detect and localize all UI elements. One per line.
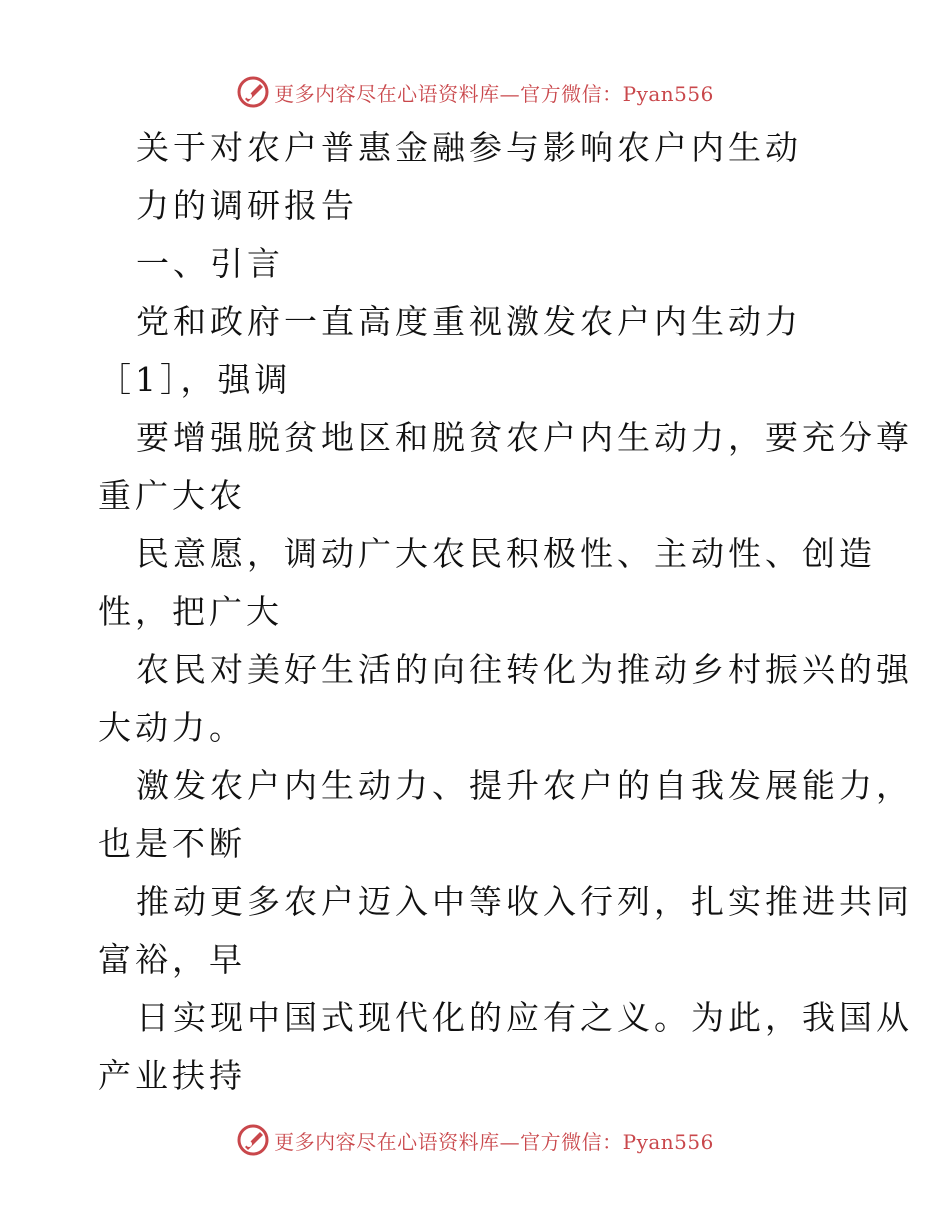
pen-circle-logo-icon: [236, 1123, 270, 1157]
paragraph-line: 激发农户内生动力、提升农户的自我发展能力，: [136, 766, 913, 805]
paragraph-line: 产业扶持: [98, 1056, 246, 1095]
paragraph-line: 民意愿，调动广大农民积极性、主动性、创造: [136, 534, 876, 573]
document-title-line-2: 力的调研报告: [136, 186, 358, 225]
watermark-text: 更多内容尽在心语资料库—官方微信：Pyan556: [274, 81, 714, 106]
paragraph-line: 要增强脱贫地区和脱贫农户内生动力，要充分尊: [136, 418, 913, 457]
paragraph-line: ［1］，强调: [98, 360, 292, 399]
paragraph-line: 推动更多农户迈入中等收入行列，扎实推进共同: [136, 882, 913, 921]
paragraph-line: 农民对美好生活的向往转化为推动乡村振兴的强: [136, 650, 913, 689]
pen-circle-logo-icon: [236, 75, 270, 109]
footer-watermark-banner: [0, 1120, 950, 1160]
paragraph-line: 也是不断: [98, 824, 246, 863]
paragraph-line: 日实现中国式现代化的应有之义。为此，我国从: [136, 998, 913, 1037]
header-watermark-banner: [0, 72, 950, 112]
paragraph-line: 大动力。: [98, 708, 246, 747]
watermark-text: 更多内容尽在心语资料库—官方微信：Pyan556: [274, 1129, 714, 1154]
section-heading: 一、引言: [136, 244, 284, 283]
document-title-line-1: 关于对农户普惠金融参与影响农户内生动: [136, 128, 802, 167]
paragraph-line: 性，把广大: [98, 592, 283, 631]
paragraph-line: 富裕，早: [98, 940, 246, 979]
paragraph-line: 党和政府一直高度重视激发农户内生动力: [136, 302, 802, 341]
paragraph-line: 重广大农: [98, 476, 246, 515]
